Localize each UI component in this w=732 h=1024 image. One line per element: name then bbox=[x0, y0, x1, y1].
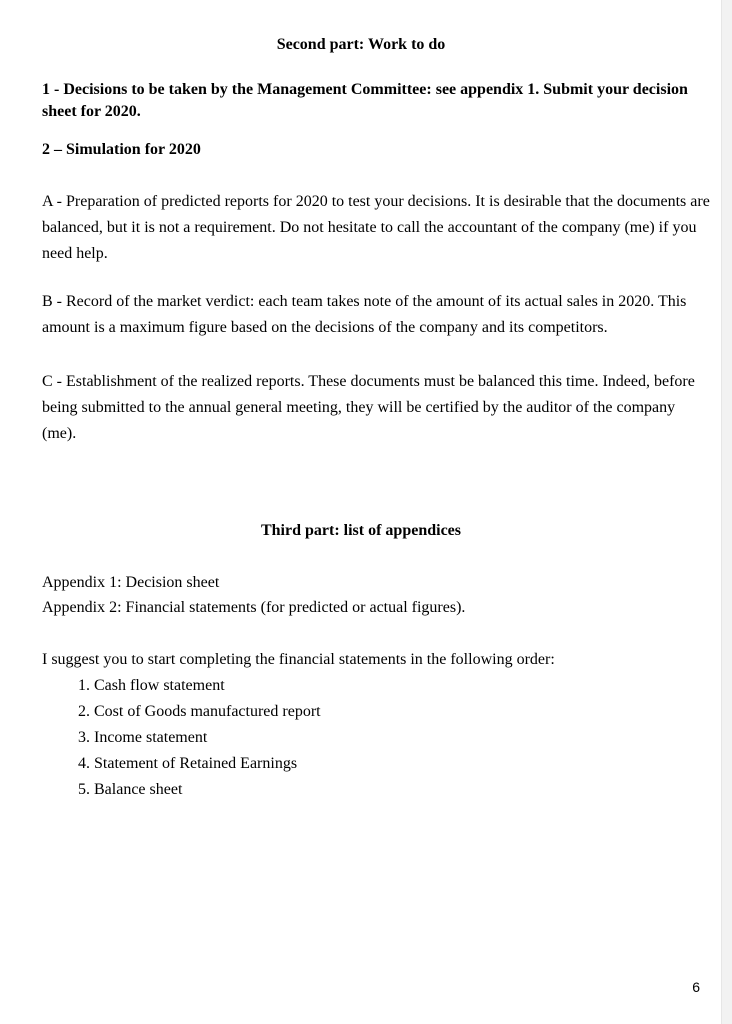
list-item-number: 1. bbox=[78, 677, 90, 694]
list-item-label: Cash flow statement bbox=[94, 677, 225, 694]
paragraph-a: A - Preparation of predicted reports for 2020 to test your decisions. It is desirable that the documents are balanced, but it is not a requirement. Do not hesitate to call the accountant of the company (me) if you need help. bbox=[42, 193, 710, 262]
viewer-edge bbox=[721, 0, 732, 1024]
list-item-label: Income statement bbox=[94, 729, 208, 746]
list-item-label: Balance sheet bbox=[94, 781, 183, 798]
list-item-number: 2. bbox=[78, 703, 90, 720]
list-item-number: 3. bbox=[78, 729, 90, 746]
section-heading-appendices: Third part: list of appendices bbox=[260, 522, 461, 539]
page-number: 6 bbox=[692, 979, 700, 995]
paragraph-b: B - Record of the market verdict: each team takes note of the amount of its actual sales in 2020. This amount is a maximum figure based on the decisions of the company and its competitors. bbox=[42, 293, 687, 336]
decisions-paragraph: 1 - Decisions to be taken by the Management Committee: see appendix 1. Submit your decision sheet for 2020. bbox=[42, 81, 688, 120]
paragraph-c: C - Establishment of the realized reports. These documents must be balanced this time. Indeed, before being submitted to the annual general meeting, they will be certified by the auditor of the company (me). bbox=[42, 373, 695, 442]
list-item-label: Statement of Retained Earnings bbox=[94, 755, 298, 772]
appendix-2-line: Appendix 2: Financial statements (for predicted or actual figures). bbox=[42, 599, 466, 616]
list-item-number: 4. bbox=[78, 755, 90, 772]
list-item-label: Cost of Goods manufactured report bbox=[94, 703, 321, 720]
list-item-number: 5. bbox=[78, 781, 90, 798]
section-heading-work-to-do: Second part: Work to do bbox=[276, 36, 446, 53]
suggestion-line: I suggest you to start completing the financial statements in the following order: bbox=[42, 651, 555, 668]
appendix-1-line: Appendix 1: Decision sheet bbox=[42, 574, 220, 591]
simulation-heading: 2 – Simulation for 2020 bbox=[42, 141, 201, 158]
